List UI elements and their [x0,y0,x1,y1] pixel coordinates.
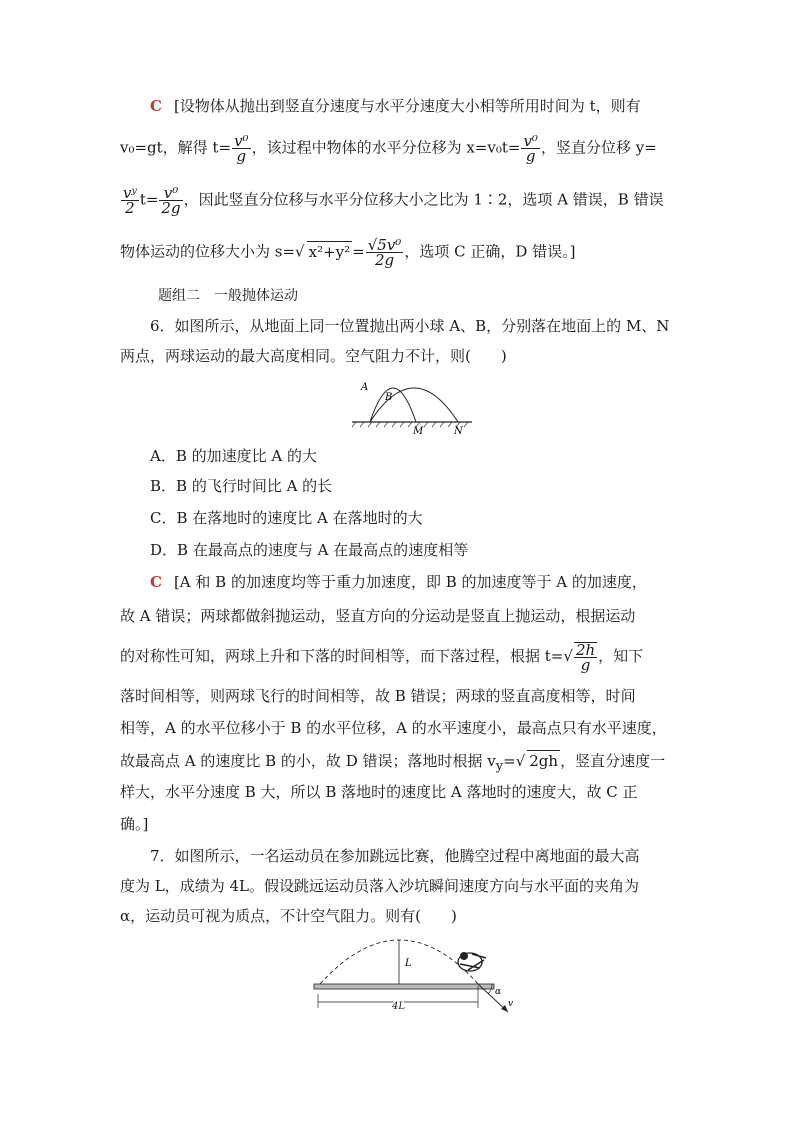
q6-option-c: C．B 在落地时的速度比 A 在落地时的大 [150,509,423,527]
label-l: L [405,958,412,969]
text: = [503,752,516,770]
q6-figure [340,370,480,438]
answer5-line1 [150,96,641,116]
q6-stem-line2: 两点，两球运动的最大高度相同。空气阻力不计，则( ) [120,347,507,365]
denominator: g [525,147,536,165]
q7-stem-line3: α，运动员可视为质点，不计空气阻力。则有( ) [120,907,457,925]
denominator: 2g [161,199,181,217]
fraction [232,134,251,163]
label-m: M [413,426,424,437]
subscript: y [495,759,504,774]
text: 的对称性可知，两球上升和下落的时间相等，而下落过程，根据 t= [120,647,564,665]
numerator: vʸ [123,184,137,202]
fraction [159,186,182,215]
q6-option-a: A．B 的加速度比 A 的大 [150,447,317,465]
text: t= [139,190,159,209]
answer5-line4: 物体运动的位移大小为 s=√ x²+y² = $\frac{\text{√5v⁰}}{2g}$ ，选项 C 正确，D 错误。] [120,236,576,269]
denominator: 2 [125,199,135,217]
denominator: 2g [374,251,395,269]
q6-explanation-line8: 确。] [120,815,149,833]
denominator: g [580,656,591,674]
text: 物体运动的位移大小为 s= [120,242,296,261]
text: ，竖直分速度一 [560,752,666,770]
sqrt-fraction [574,642,597,672]
numerator: √5v⁰ [367,236,402,254]
text: ，因此竖直分位移与水平分位移大小之比为 1∶2，选项 A 错误，B 错误 [183,190,664,209]
numerator: 2h [575,641,596,659]
q6-explanation-line6: 故最高点 A 的速度比 B 的小，故 D 错误；落地时根据 $v_y=√$ 2gh ，竖直分速度一 [120,752,666,774]
q6-explanation-line4: 落时间相等，则两球飞行的时间相等，故 B 错误；两球的竖直高度相等，时间 [120,687,636,705]
numerator: v⁰ [234,132,249,150]
ground-hatching [352,422,468,427]
answer-letter: C [150,573,162,591]
answer5-line2 [120,134,657,163]
denominator: g [236,147,247,165]
q6-option-b: B．B 的飞行时间比 A 的长 [150,477,333,495]
text: 故最高点 A 的速度比 B 的小，故 D 错误；落地时根据 v [120,752,496,770]
q6-explanation-line1 [150,572,647,592]
answer5-text: [设物体从抛出到竖直分速度与水平分速度大小相等所用时间为 t，则有 [173,97,641,115]
q7-stem-line2: 度为 L，成绩为 4L。假设跳远运动员落入沙坑瞬间速度方向与水平面的夹角为 [120,877,640,895]
answer-letter: C [150,97,162,115]
text: ，知下 [598,647,644,665]
q7-figure [310,928,520,1018]
label-v: v [508,999,514,1009]
label-alpha: α [495,987,502,997]
text: = [352,242,365,261]
q6-explanation-line7: 样大，水平分速度 B 大，所以 B 落地时的速度比 A 落地时的速度大，故 C 正 [120,783,638,801]
q6-explanation-line3: 的对称性可知，两球上升和下落的时间相等，而下落过程，根据 t=√ $\frac{2h}{g}$ ，知下 [120,641,644,674]
runway [314,984,494,989]
fraction [121,186,139,215]
text: [A 和 B 的加速度均等于重力加速度，即 B 的加速度等于 A 的加速度， [173,573,647,591]
text: ，选项 C 正确，D 错误。] [404,242,576,261]
text: v₀=gt，解得 t= [120,138,232,157]
answer5-line3 [120,186,664,215]
text: ，竖直分位移 y= [540,138,657,157]
label-b: B [385,392,393,403]
numerator: v⁰ [159,186,182,201]
sqrt-expression: 2gh [529,752,559,770]
section-title: 题组二 一般抛体运动 [158,288,298,304]
q6-explanation-line2: 故 A 错误；两球都做斜抛运动，竖直方向的分运动是竖直上抛运动，根据运动 [120,607,636,625]
trajectory-a [370,388,416,422]
q6-option-d: D．B 在最高点的速度与 A 在最高点的速度相等 [150,541,469,559]
numerator: v⁰ [523,132,538,150]
text: ，该过程中物体的水平分位移为 x=v₀t= [251,138,521,157]
fraction [366,238,404,267]
sqrt-expression: x²+y² [308,242,351,261]
label-4l: 4L [392,1001,406,1012]
label-n: N [454,426,463,437]
athlete-figure [458,952,486,971]
q7-stem-line1: 7．如图所示，一名运动员在参加跳远比赛，他腾空过程中离地面的最大高 [150,847,640,865]
q6-stem-line1: 6．如图所示，从地面上同一位置抛出两小球 A、B，分别落在地面上的 M、N [150,317,670,335]
label-a: A [361,382,369,393]
fraction [521,134,540,163]
q6-explanation-line5: 相等，A 的水平位移小于 B 的水平位移，A 的水平速度小，最高点只有水平速度， [120,719,667,737]
